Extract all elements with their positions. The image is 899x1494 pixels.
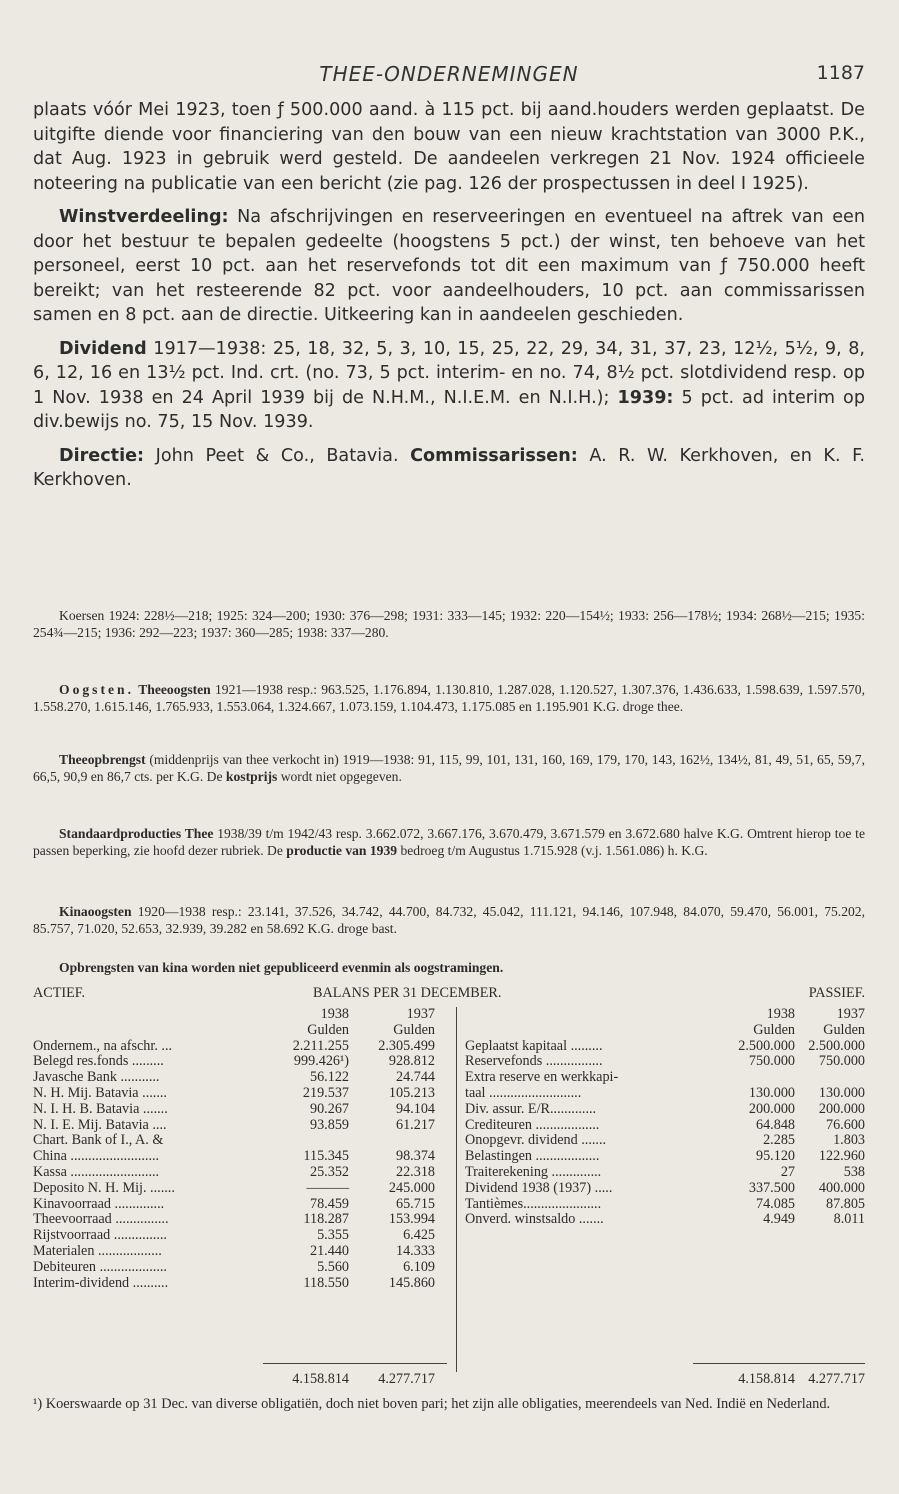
liability-label: Crediteuren .................. <box>465 1117 600 1133</box>
liability-value-1938: 2.500.000 <box>738 1037 795 1054</box>
heading-directie: Directie: <box>59 445 145 466</box>
assets-total-1937: 4.277.717 <box>378 1371 435 1387</box>
liability-label: Extra reserve en werkkapi- <box>465 1070 619 1086</box>
paragraph-text: 1917—1938: 25, 18, 32, 5, 3, 10, 15, 25, 22, 29, 34, 31, 37, 23, 12½, 5½, 9, 8, 6, 12, 16 en 13½ pct. Ind. crt. (no. 73, 5 pct. interim- en no. 74, 8½ pct. slotdividend resp. op 1 Nov. 1938 en 24 April 1939 bij de N.H.M., N.I.E.M. en N.I.H.); <box>33 338 865 408</box>
asset-value-1938: 21.440 <box>309 1242 349 1259</box>
asset-label: Ondernem., na afschr. ... <box>33 1038 173 1054</box>
year-1937: 1937 <box>836 1006 865 1022</box>
liability-row <box>465 1149 865 1165</box>
paragraph-winstverdeeling <box>33 205 865 328</box>
liability-value-1938: 2.285 <box>763 1132 795 1149</box>
paragraph-text: 5 pct. ad interim op div.bewijs no. 75, 15 Nov. 1939. <box>33 387 865 432</box>
paragraph-prospectus <box>33 98 865 196</box>
heading-commissarissen: Commissarissen: <box>410 445 578 466</box>
liability-value-1938: 337.500 <box>748 1179 795 1196</box>
liability-value-1938: 4.949 <box>763 1211 795 1228</box>
productie-heading: productie van 1939 <box>286 842 398 858</box>
liabilities-total-row <box>465 1372 865 1388</box>
liability-value-1937: 538 <box>843 1163 865 1180</box>
year-1938: 1938 <box>320 1006 349 1022</box>
liability-row <box>465 1054 865 1070</box>
asset-label: China ......................... <box>33 1149 160 1165</box>
asset-value-1937: 94.104 <box>395 1100 435 1117</box>
paragraph-directie <box>33 444 865 493</box>
liability-value-1937: 87.805 <box>825 1195 865 1212</box>
standaard-block <box>33 826 865 859</box>
paragraph-text: Na afschrijvingen en reserveeringen en eventueel na aftrek van een door het bestuur te bepalen gedeelte (hoogstens 5 pct.) der winst, ten behoeve van het personeel, eerst 10 pct. aan het reservefonds tot dit een maximum van ƒ 750.000 heeft bereikt; van het resteerende 82 pct. voor aandeelhouders, 10 pct. aan commissarissen samen en 8 pct. aan de directie. Uitkeering kan in aandeelen geschieden. <box>33 207 865 325</box>
opbrengst-end-text: wordt niet opgegeven. <box>277 768 402 784</box>
asset-value-1938: 219.537 <box>302 1084 349 1101</box>
liability-value-1937: 76.600 <box>825 1116 865 1133</box>
opbrengst-block <box>33 752 865 785</box>
asset-value-1938: 5.355 <box>317 1227 349 1244</box>
opbrengst-text: (middenprijs van thee verkocht in) 1919—1938: 91, 115, 99, 101, 131, 160, 169, 179, 170, 143, 162½, 134½, 81, 49, 51, 65, 59,7, 66,5, 90,9 en 86,7 cts. per K.G. De <box>33 752 865 784</box>
asset-row <box>33 1244 453 1260</box>
asset-value-1937: 98.374 <box>395 1148 435 1165</box>
liability-value-1938: 27 <box>780 1163 795 1180</box>
opbrengst-heading: Theeopbrengst <box>59 752 146 767</box>
asset-label: N. I. E. Mij. Batavia .... <box>33 1117 167 1133</box>
liability-value-1937: 750.000 <box>818 1053 865 1070</box>
standaard-heading: Standaardproducties Thee <box>59 826 214 841</box>
asset-row <box>33 1070 453 1086</box>
oogsten-heading: Oogsten. <box>59 682 134 697</box>
asset-label: Theevoorraad ............... <box>33 1212 169 1228</box>
asset-value-1938: 25.352 <box>309 1163 349 1180</box>
asset-row <box>33 1086 453 1102</box>
liabilities-rows <box>465 1039 865 1229</box>
asset-row <box>33 1133 453 1149</box>
year-1938: 1938 <box>766 1006 795 1022</box>
asset-row <box>33 1212 453 1228</box>
asset-value-1937: 14.333 <box>395 1242 435 1259</box>
asset-value-1938: 2.211.255 <box>292 1037 349 1054</box>
liability-label: Dividend 1938 (1937) ..... <box>465 1180 613 1196</box>
liability-row <box>465 1165 865 1181</box>
liability-label: taal .......................... <box>465 1085 582 1101</box>
unit-gulden: Gulden <box>393 1021 435 1038</box>
liability-label: Reservefonds ................ <box>465 1054 603 1070</box>
asset-label: N. I. H. B. Batavia ....... <box>33 1101 168 1117</box>
asset-row <box>33 1260 453 1276</box>
asset-label: N. H. Mij. Batavia ....... <box>33 1085 167 1101</box>
asset-value-1937: 24.744 <box>395 1069 435 1086</box>
unit-gulden: Gulden <box>823 1021 865 1038</box>
liability-row <box>465 1039 865 1055</box>
asset-label: Materialen .................. <box>33 1243 162 1259</box>
liability-value-1937: 200.000 <box>818 1100 865 1117</box>
liability-row <box>465 1086 865 1102</box>
unit-gulden: Gulden <box>307 1021 349 1038</box>
liability-value-1938: 74.085 <box>755 1195 795 1212</box>
passief-label: PASSIEF. <box>808 985 865 1001</box>
asset-value-1938: 56.122 <box>309 1069 349 1086</box>
liabilities-year-row <box>465 1007 865 1023</box>
asset-value-1937: 22.318 <box>395 1163 435 1180</box>
opbrengsten-kina-text: Opbrengsten van kina worden niet gepubliceerd evenmin als oogstramingen. <box>59 960 504 975</box>
liability-value-1937: 1.803 <box>833 1132 865 1149</box>
asset-label: Kinavoorraad .............. <box>33 1196 165 1212</box>
liability-value-1938: 750.000 <box>748 1053 795 1070</box>
liability-row <box>465 1070 865 1086</box>
asset-row <box>33 1118 453 1134</box>
assets-year-row <box>33 1007 453 1023</box>
kina-block <box>33 904 865 937</box>
liability-value-1937: 130.000 <box>818 1084 865 1101</box>
asset-label: Interim-dividend .......... <box>33 1275 169 1291</box>
koersen-text: Koersen 1924: 228½—218; 1925: 324—200; 1930: 376—298; 1931: 333—145; 1932: 220—154½; 1933: 256—178½; 1934: 268½—215; 1935: 254¾—215; 1936: 292—223; 1937: 360—285; 1938: 337—280. <box>33 608 865 640</box>
paragraph-text: plaats vóór Mei 1923, toen ƒ 500.000 aand. à 115 pct. bij aand.houders werden geplaatst. De uitgifte diende voor financiering van den bouw van een nieuw krachtstation van 3000 P.K., dat Aug. 1923 in gebruik werd gesteld. De aandeelen verkregen 21 Nov. 1924 officieele noteering na publicatie van een bericht (zie pag. 126 der prospectussen in deel I 1925). <box>33 100 865 194</box>
liability-label: Div. assur. E/R............. <box>465 1101 597 1117</box>
asset-label: Kassa ......................... <box>33 1164 160 1180</box>
assets-column <box>33 1006 453 1387</box>
liability-label: Traiterekening .............. <box>465 1164 602 1180</box>
asset-label: Belegd res.fonds ......... <box>33 1054 164 1070</box>
assets-rows <box>33 1039 453 1292</box>
oogsten-text: 1921—1938 resp.: 963.525, 1.176.894, 1.130.810, 1.287.028, 1.120.527, 1.307.376, 1.436.633, 1.598.639, 1.597.570, 1.558.270, 1.615.146, 1.765.933, 1.553.064, 1.324.667, 1.073.159, 1.104.473, 1.175.085 en 1.195.901 K.G. droge thee. <box>33 682 865 714</box>
asset-value-1938: 118.550 <box>303 1274 349 1291</box>
liabilities-column <box>465 1006 865 1387</box>
asset-value-1938: 93.859 <box>309 1116 349 1133</box>
asset-row <box>33 1039 453 1055</box>
running-title: THEE-ONDERNEMINGEN <box>319 62 579 86</box>
asset-label: Deposito N. H. Mij. ....... <box>33 1180 175 1196</box>
liability-row <box>465 1118 865 1134</box>
column-divider <box>456 1007 457 1372</box>
liability-label: Geplaatst kapitaal ......... <box>465 1038 603 1054</box>
heading-winstverdeeling: Winstverdeeling: <box>59 207 229 227</box>
liability-value-1937: 400.000 <box>818 1179 865 1196</box>
asset-value-1937: 2.305.499 <box>378 1037 435 1054</box>
liability-label: Onopgevr. dividend ....... <box>465 1133 607 1149</box>
asset-row <box>33 1228 453 1244</box>
asset-value-1938: 78.459 <box>309 1195 349 1212</box>
asset-value-1937: 6.425 <box>403 1227 435 1244</box>
asset-value-1937: 6.109 <box>403 1258 435 1275</box>
paragraph-text: A. R. W. Kerkhoven, en K. F. Kerkhoven. <box>33 445 866 490</box>
asset-row <box>33 1165 453 1181</box>
kostprijs-heading: kostprijs <box>225 768 278 784</box>
asset-row <box>33 1054 453 1070</box>
liability-value-1937: 8.011 <box>833 1211 865 1228</box>
footnote: ¹) Koerswaarde op 31 Dec. van diverse obligatiën, doch niet boven pari; het zijn alle obligaties, meerendeels van Ned. Indië en Nederland. <box>33 1396 831 1412</box>
liability-row <box>465 1181 865 1197</box>
liability-value-1937: 2.500.000 <box>808 1037 865 1054</box>
standaard-end-text: bedroeg t/m Augustus 1.715.928 (v.j. 1.561.086) h. K.G. <box>397 842 708 858</box>
standaard-text: 1938/39 t/m 1942/43 resp. 3.662.072, 3.667.176, 3.670.479, 3.671.579 en 3.672.680 halve K.G. Omtrent hierop toe te passen beperking, zie hoofd dezer rubriek. De <box>33 826 865 858</box>
liability-value-1937: 122.960 <box>818 1148 865 1165</box>
liability-row <box>465 1133 865 1149</box>
assets-total-rule <box>263 1363 447 1364</box>
liabilities-unit-row <box>465 1023 865 1039</box>
asset-value-1937: 928.812 <box>388 1053 435 1070</box>
liability-label: Tantièmes...................... <box>465 1196 602 1212</box>
balance-header <box>33 985 865 1005</box>
asset-value-1938: ——— <box>306 1179 349 1196</box>
year-1937: 1937 <box>406 1006 435 1022</box>
opbrengsten-kina-block <box>33 960 865 977</box>
liability-value-1938: 130.000 <box>748 1084 795 1101</box>
liability-row <box>465 1102 865 1118</box>
oogsten-block <box>33 682 865 715</box>
asset-value-1937: 65.715 <box>395 1195 435 1212</box>
asset-value-1937: 245.000 <box>388 1179 435 1196</box>
asset-row <box>33 1197 453 1213</box>
paragraph-dividend <box>33 337 865 435</box>
body-text <box>33 98 865 502</box>
page-header <box>33 62 865 90</box>
liability-value-1938: 95.120 <box>755 1148 795 1165</box>
liability-value-1938: 200.000 <box>748 1100 795 1117</box>
actief-label: ACTIEF. <box>33 985 86 1001</box>
heading-dividend: Dividend <box>59 338 147 359</box>
liability-label: Onverd. winstsaldo ....... <box>465 1212 604 1228</box>
liability-row <box>465 1197 865 1213</box>
asset-value-1938: 118.287 <box>303 1211 349 1228</box>
liabilities-total-1937: 4.277.717 <box>808 1371 865 1387</box>
asset-value-1938: 999.426¹) <box>293 1053 349 1070</box>
asset-label: Rijstvoorraad ............... <box>33 1228 167 1244</box>
koersen-block <box>33 608 865 641</box>
asset-value-1937: 153.994 <box>388 1211 435 1228</box>
asset-row <box>33 1149 453 1165</box>
balance-title: BALANS PER 31 DECEMBER. <box>313 985 502 1001</box>
asset-value-1937: 105.213 <box>388 1084 435 1101</box>
asset-value-1938: 5.560 <box>317 1258 349 1275</box>
asset-value-1937: 145.860 <box>388 1274 435 1291</box>
unit-gulden: Gulden <box>753 1021 795 1038</box>
assets-total-row <box>33 1372 453 1388</box>
liability-row <box>465 1212 865 1228</box>
theeoogsten-heading: Theeoogsten <box>138 682 211 697</box>
kina-text: 1920—1938 resp.: 23.141, 37.526, 34.742, 44.700, 84.732, 45.042, 111.121, 94.146, 107.948, 84.070, 59.470, 56.001, 75.202, 85.757, 71.020, 52.653, 32.939, 39.282 en 58.692 K.G. droge bast. <box>33 904 865 936</box>
asset-value-1937: 61.217 <box>395 1116 435 1133</box>
paragraph-text: John Peet & Co., Batavia. <box>144 445 411 466</box>
asset-label: Debiteuren ................... <box>33 1259 167 1275</box>
assets-total-1938: 4.158.814 <box>292 1371 349 1387</box>
asset-value-1938: 115.345 <box>303 1148 349 1165</box>
liabilities-total-1938: 4.158.814 <box>738 1371 795 1387</box>
assets-unit-row <box>33 1023 453 1039</box>
asset-row <box>33 1181 453 1197</box>
liability-label: Belastingen .................. <box>465 1149 600 1165</box>
asset-row <box>33 1276 453 1292</box>
asset-value-1938: 90.267 <box>309 1100 349 1117</box>
balance-sheet <box>33 985 865 1385</box>
page-number: 1187 <box>816 62 865 84</box>
heading-1939: 1939: <box>617 387 674 408</box>
asset-label: Chart. Bank of I., A. & <box>33 1133 164 1149</box>
kina-heading: Kinaoogsten <box>59 904 132 919</box>
liabilities-total-rule <box>693 1363 865 1364</box>
asset-label: Javasche Bank ........... <box>33 1070 160 1086</box>
liability-value-1938: 64.848 <box>755 1116 795 1133</box>
asset-row <box>33 1102 453 1118</box>
